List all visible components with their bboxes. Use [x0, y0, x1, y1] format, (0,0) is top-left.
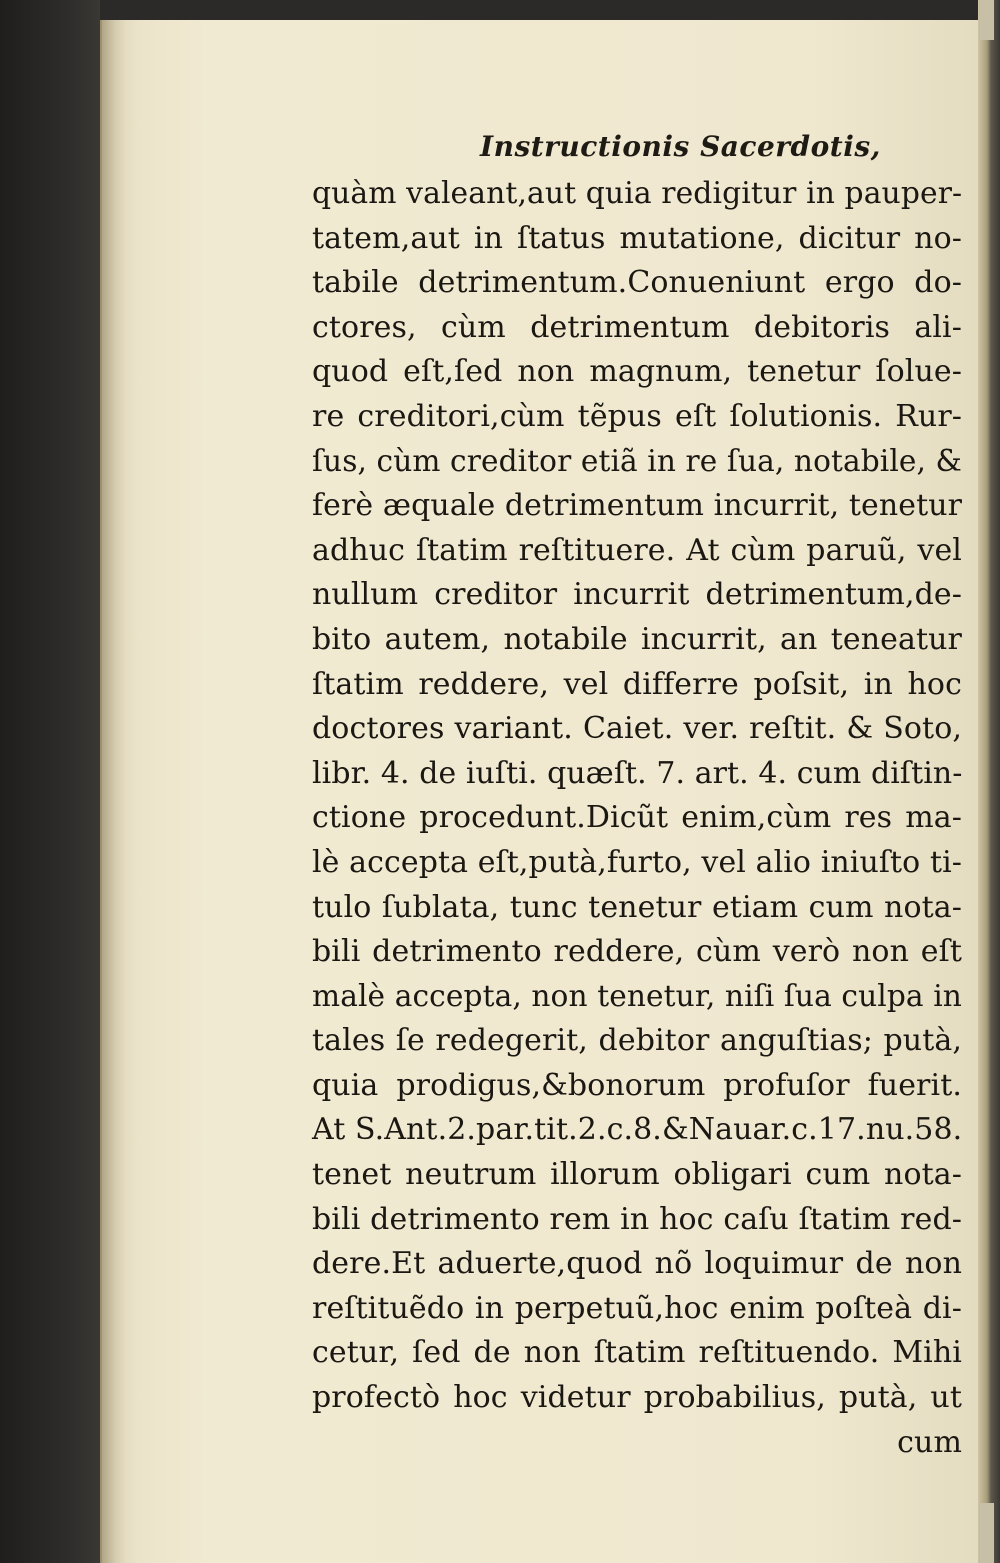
text-line: ctione procedunt.Dicũt enim,cùm res ma- — [312, 800, 962, 836]
text-line: quia prodigus,&bonorum profuſor fuerit. — [312, 1067, 962, 1103]
text-line: adhuc ſtatim reſtituere. At cùm paruũ, vel — [312, 532, 962, 568]
text-line: libr. 4. de iuſti. quæſt. 7. art. 4. cum diſtin- — [312, 755, 963, 791]
binding-strip-top — [980, 0, 994, 40]
text-line: tulo ſublata, tunc tenetur etiam cum nota- — [312, 889, 962, 925]
page-gutter-shadow — [100, 20, 126, 1563]
text-line: bito autem, notabile incurrit, an teneatur — [312, 621, 962, 657]
text-line: bili detrimento reddere, cùm verò non eſt — [312, 934, 962, 970]
page-fore-edge — [978, 0, 1000, 1563]
text-line: tenet neutrum illorum obligari cum nota- — [312, 1157, 962, 1193]
text-line: dere.Et aduerte,quod nõ loquimur de non — [312, 1246, 962, 1282]
catchword: cum — [897, 1424, 962, 1460]
running-head: Instructionis Sacerdotis, — [480, 130, 881, 163]
text-line: ctores, cùm detrimentum debitoris ali- — [312, 309, 962, 345]
text-line: ſtatim reddere, vel differre poſsit, in hoc — [312, 666, 962, 702]
text-line: At S.Ant.2.par.tit.2.c.8.&Nauar.c.17.nu.58. — [312, 1112, 963, 1148]
text-line: ſus, cùm creditor etiã in re ſua, notabile, & — [312, 443, 962, 479]
text-line: quàm valeant,aut quia redigitur in pauper- — [312, 176, 963, 211]
book-cover-edge — [0, 0, 100, 1563]
text-line: malè accepta, non tenetur, niſi ſua culpa in — [312, 978, 962, 1014]
text-line: re creditori,cùm tẽpus eſt ſolutionis. Rur- — [312, 398, 962, 434]
text-line: ferè æquale detrimentum incurrit, tenetur — [312, 488, 963, 524]
binding-strip-bottom — [980, 1503, 994, 1563]
text-line: doctores variant. Caiet. ver. reſtit. & Soto, — [312, 711, 962, 747]
text-line: reſtituẽdo in perpetuũ,hoc enim poſteà di- — [312, 1290, 962, 1326]
text-line: nullum creditor incurrit detrimentum,de- — [312, 577, 962, 613]
text-line: bili detrimento rem in hoc caſu ſtatim red- — [312, 1201, 962, 1237]
text-line: tales ſe redegerit, debitor anguſtias; putà, — [312, 1023, 962, 1059]
body-text — [312, 172, 962, 1465]
text-line: tatem,aut in ſtatus mutatione, dicitur no- — [312, 220, 962, 256]
text-line: profectò hoc videtur probabilius, putà, ut — [312, 1380, 962, 1416]
text-line: tabile detrimentum.Conueniunt ergo do- — [312, 265, 962, 301]
text-line: lè accepta eſt,putà,furto, vel alio iniuſto ti- — [312, 844, 963, 880]
text-line: quod eſt,ſed non magnum, tenetur ſolue- — [312, 354, 962, 390]
text-line: cetur, ſed de non ſtatim reſtituendo. Mihi — [312, 1335, 962, 1371]
